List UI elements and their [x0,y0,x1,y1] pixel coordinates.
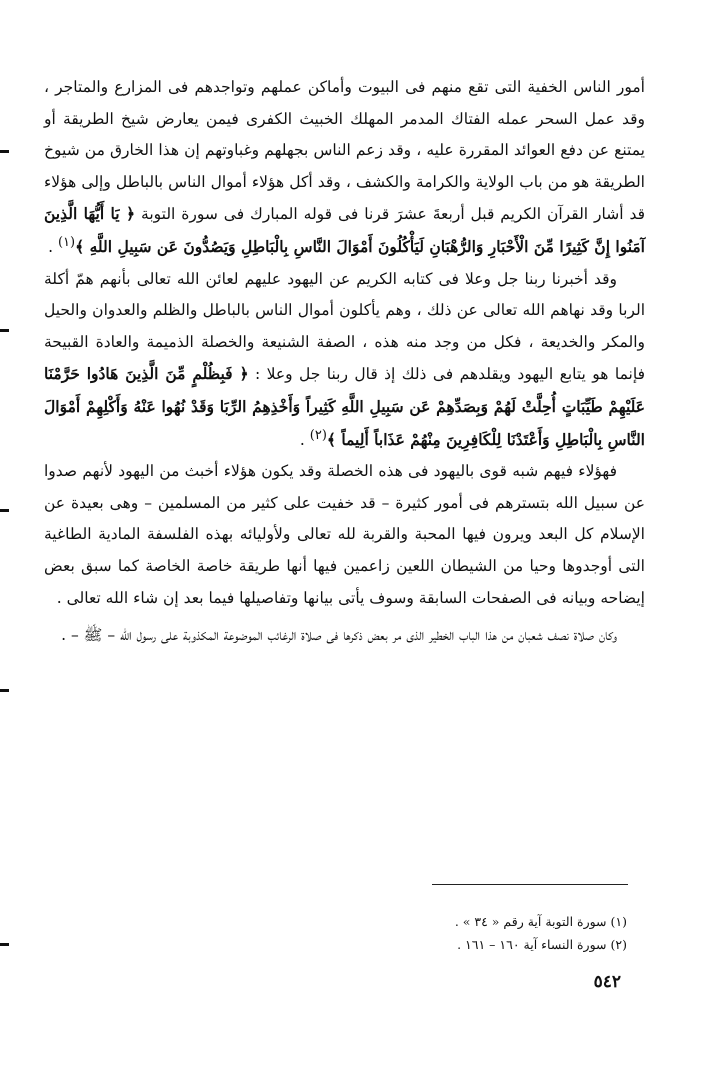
body-text [44,72,645,652]
footnote-2: (٢) سورة النساء آية ١٦٠ – ١٦١ . [457,937,627,952]
paragraph-3-text: فهؤلاء فيهم شبه قوى باليهود فى هذه الخصلة وقد يكون هؤلاء أخبث من اليهود لأنهم صدوا عن سبيل الله بتسترهم فى أمور كثيرة – قد خفيت على كثير من المسلمين – وهى بعيدة عن الإسلام كل البعد ويرون فيها المحبة والقربة لله تعالى ولأوليائه بهذه الفلسفة المادية الطاغية التى أوجدوها وحيا من الشيطان اللعين زاعمين فيها أنها طريقة خاصة الخاصة كما سبق بعض إيضاحه وبيانه فى الصفحات السابقة وسوف يأتى بيانها وتفاصيلها فيما بعد إن شاء الله تعالى . [44,462,645,607]
margin-mark [0,689,9,692]
paragraph-2-text: وقد أخبرنا ربنا جل وعلا فى كتابه الكريم عن اليهود عليهم لعائن الله تعالى بأنهم همّ أكلة الربا وقد نهاهم الله تعالى عن ذلك ، وهم يأكلون أموال الناس بالباطل والظلم والعدوان والحيل والمكر والخديعة ، فكل من وجد منه هذه ، الصفة الشنيعة والخصلة الذميمة والعادة القبيحة فإنما هو يتابع اليهود ويقلدهم فى ذلك إذ قال ربنا جل وعلا : [44,269,645,384]
paragraph-1 [44,72,645,264]
paragraph-1-text: أمور الناس الخفية التى تقع منهم فى البيوت وأماكن عملهم وتواجدهم فى المزارع والمتاجر ، وقد عمل السحر عمله الفتاك المدمر المهلك الخبيث الكفرى فيمن يعارض شيخ الطريقة أو يمتنع عن دفع العوائد المقررة عليه ، وقد زعم الناس بجهلهم وغباوتهم إن هذا الخارق من شيوخ الطريقة هو من باب الولاية والكرامة والكشف ، وقد أكل هؤلاء أموال الناس بالباطل وإلى هؤلاء قد أشار القرآن الكريم قبل أربعةَ عشرَ قرنا فى قوله المبارك فى سورة التوبة [44,78,645,224]
paragraph-2 [44,264,645,457]
margin-mark [0,329,9,332]
quran-verse-tawbah: ﴿ يَا أَيُّهَا الَّذِينَ آمَنُوا إِنَّ كَثِيرًا مِّنَ الْأَحْبَارِ وَالرُّهْبَانِ لَيَأْكُلُونَ أَمْوَالَ النَّاسِ بِالْبَاطِلِ وَيَصُدُّونَ عَن سَبِيلِ اللَّهِ ﴾ [44,204,645,256]
margin-mark [0,509,9,512]
paragraph-1-end: . [48,237,58,256]
footnote-1: (١) سورة التوبة آية رقم « ٣٤ » . [454,914,627,929]
margin-mark [0,943,9,946]
footnote-ref-2: (٢) [309,427,327,443]
footnotes [300,910,627,956]
paragraph-3 [44,456,645,614]
page-number: ٥٤٢ [593,972,621,992]
quran-verse-nisa: ﴿ فَبِظُلْمٍ مِّنَ الَّذِينَ هَادُوا حَرَّمْنَا عَلَيْهِمْ طَيِّبَاتٍ أُحِلَّتْ لَهُمْ وَبِصَدِّهِمْ عَن سَبِيلِ اللَّهِ كَثِيراً وَأَخْذِهِمُ الرِّبَا وَقَدْ نُهُوا عَنْهُ وَأَكْلِهِمْ أَمْوَالَ النَّاسِ بِالْبَاطِلِ وَأَعْتَدْنَا لِلْكَافِرِينَ مِنْهُمْ عَذَاباً أَلِيماً ﴾ [44,364,645,449]
footnote-ref-1: (١) [57,234,76,250]
footnote-divider [432,884,628,885]
paragraph-2-end: . [299,430,310,449]
margin-mark [0,150,9,153]
paragraph-4 [44,620,645,652]
paragraph-4-text: وكان صلاة نصف شعبان من هذا الباب الخطير الذى مر بعض ذكرها فى صلاة الرغائب الموضوعة المكذوبة على رسول الله – ﷺ – . [61,626,617,645]
